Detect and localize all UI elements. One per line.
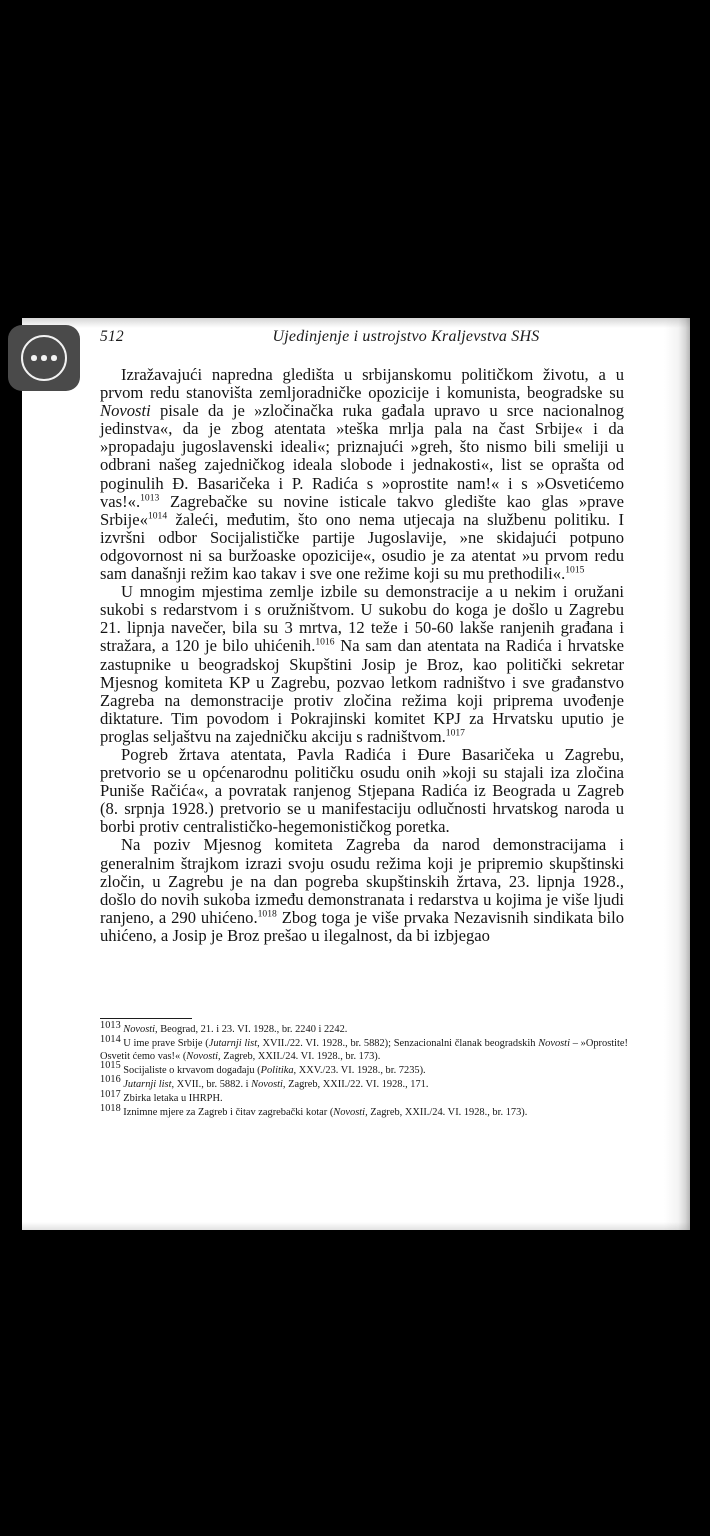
footnote-text: U ime prave Srbije (Jutarnji list, XVII./22. VI. 1928., br. 5882); Senzacionalni članak beogradskih Novosti – »Oprostite! Osvetit ćemo vas!« (Novosti, Zagreb, XXII./24. VI. 1928., br. 173). bbox=[100, 1038, 628, 1062]
running-head bbox=[100, 328, 612, 348]
more-options-button[interactable] bbox=[8, 325, 80, 391]
three-dots-icon bbox=[21, 335, 67, 381]
page-gutter-shadow bbox=[664, 318, 690, 1230]
footnote-text: Novosti, Beograd, 21. i 23. VI. 1928., br. 2240 i 2242. bbox=[123, 1024, 348, 1035]
footnote-item bbox=[100, 1074, 628, 1092]
dot-2 bbox=[41, 355, 46, 360]
footnote-item bbox=[100, 1102, 628, 1120]
footnote-item bbox=[100, 1033, 628, 1063]
dot-3 bbox=[51, 355, 56, 360]
body-text-column bbox=[100, 366, 624, 945]
footnote-text: Zbirka letaka u IHRPH. bbox=[123, 1092, 223, 1104]
paragraph: Na poziv Mjesnog komiteta Zagreba da narod demonstracijama i generalnim štrajkom izrazi svoju osudu režima koji je pripremio skupštinski zločin, u Zagrebu je na dan pogreba skupštinskih žrtava, 23. lipnja 1928., došlo do novih sukoba između demonstranata i redarstva u kojima je više ljudi ranjeno, a 290 uhićeno.$^{1018}$ Zbog toga je više prvaka Nezavisnih sindikata bilo uhićeno, a Josip je Broz prešao u ilegalnost, da bi izbjegao bbox=[100, 835, 624, 945]
paragraph: Pogreb žrtava atentata, Pavla Radića i Đure Basaričeka u Zagrebu, pretvorio se u općenarodnu političku osudu onih »koji su stajali iza zločina Puniše Račića«, a povratak ranjenog Stjepana Radića iz Beograda u Zagreb (8. srpnja 1928.) pretvorio se u manifestaciju odlučnosti hrvatskog naroda u borbi protiv centralističko-hegemonističkog poretka. bbox=[100, 744, 624, 837]
paragraph: U mnogim mjestima zemlje izbile su demonstracije a u nekim i oružani sukobi s redarstvom i s oružništvom. U sukobu do koga je došlo u Zagrebu 21. lipnja navečer, bila su 3 mrtva, 12 teže i 50-60 lakše ranjenih građana i stražara, a 120 je bilo uhićenih.$^{1016}$ Na sam dan atentata na Radića i hrvatske zastupnike u beogradskoj Skupštini Josip je Broz, kao politički sekretar Mjesnog komiteta KP u Zagrebu, pozvao letkom radništvo i sve građanstvo Zagreba na demonstracije protiv zločina režima koji priprema uvođenje diktature. Tim povodom i Pokrajinski komitet KPJ za Hrvatsku uputio je proglas seljaštvu na zajedničku akciju s radništvom.$^{1017}$ bbox=[100, 582, 624, 746]
footnote-number: 1015 bbox=[100, 1060, 121, 1072]
footnote-text: Jutarnji list, XVII., br. 5882. i Novosti, Zagreb, XXII./22. VI. 1928., 171. bbox=[123, 1078, 429, 1090]
page-number: 512 bbox=[100, 328, 124, 345]
dot-1 bbox=[31, 355, 36, 360]
page-top-shadow bbox=[22, 318, 690, 328]
footnote-block bbox=[100, 1018, 628, 1121]
footnote-separator-rule bbox=[100, 1018, 192, 1019]
paragraph: Izražavajući napredna gledišta u srbijanskomu političkom životu, a u prvom redu stanovišta zemljoradničke opozicije i komunista, beogradske su Novosti pisale da je »zločinačka ruka gađala upravo u srce nacionalnog jedinstva«, da je zbog atentata »teška mrlja pala na čast Srbije« i da »propadaju jugoslavenski ideali«; priznajući »greh, što nismo bili smeliji u odbrani našeg zajedničkog ideala slobode i jednakosti«, list se oprašta od poginulih Đ. Basaričeka i P. Radića s »oprostite nam!« i s »Osvetićemo vas!«.$^{1013}$ Zagrebačke su novine isticale takvo gledište kao glas »prave Srbije«$^{1014}$ žaleći, međutim, što ono nema utjecaja na službenu politiku. I izvršni odbor Socijalističke partije Jugoslavije, »ne skidajući potpuno odgovornost ni sa buržoaske opozicije«, osudio je za atentat »u prvom redu sam današnji režim kao takav i sve one režime koji su mu prethodili«.$^{1015}$ bbox=[100, 365, 624, 584]
footnote-item bbox=[100, 1019, 628, 1037]
footnote-item bbox=[100, 1060, 628, 1078]
book-section-title: Ujedinjenje i ustrojstvo Kraljevstva SHS bbox=[272, 328, 540, 345]
page-bottom-shadow bbox=[22, 1222, 690, 1230]
footnote-number: 1013 bbox=[100, 1019, 121, 1031]
footnote-number: 1018 bbox=[100, 1102, 121, 1114]
footnote-number: 1014 bbox=[100, 1033, 121, 1045]
footnote-number: 1016 bbox=[100, 1074, 121, 1086]
document-page bbox=[22, 318, 690, 1230]
footnote-number: 1017 bbox=[100, 1088, 121, 1100]
footnote-text: Iznimne mjere za Zagreb i čitav zagrebački kotar (Novosti, Zagreb, XXII./24. VI. 1928., br. 173). bbox=[123, 1107, 528, 1119]
footnote-text: Socijaliste o krvavom događaju (Politika, XXV./23. VI. 1928., br. 7235). bbox=[123, 1064, 426, 1076]
footnote-item bbox=[100, 1088, 628, 1106]
